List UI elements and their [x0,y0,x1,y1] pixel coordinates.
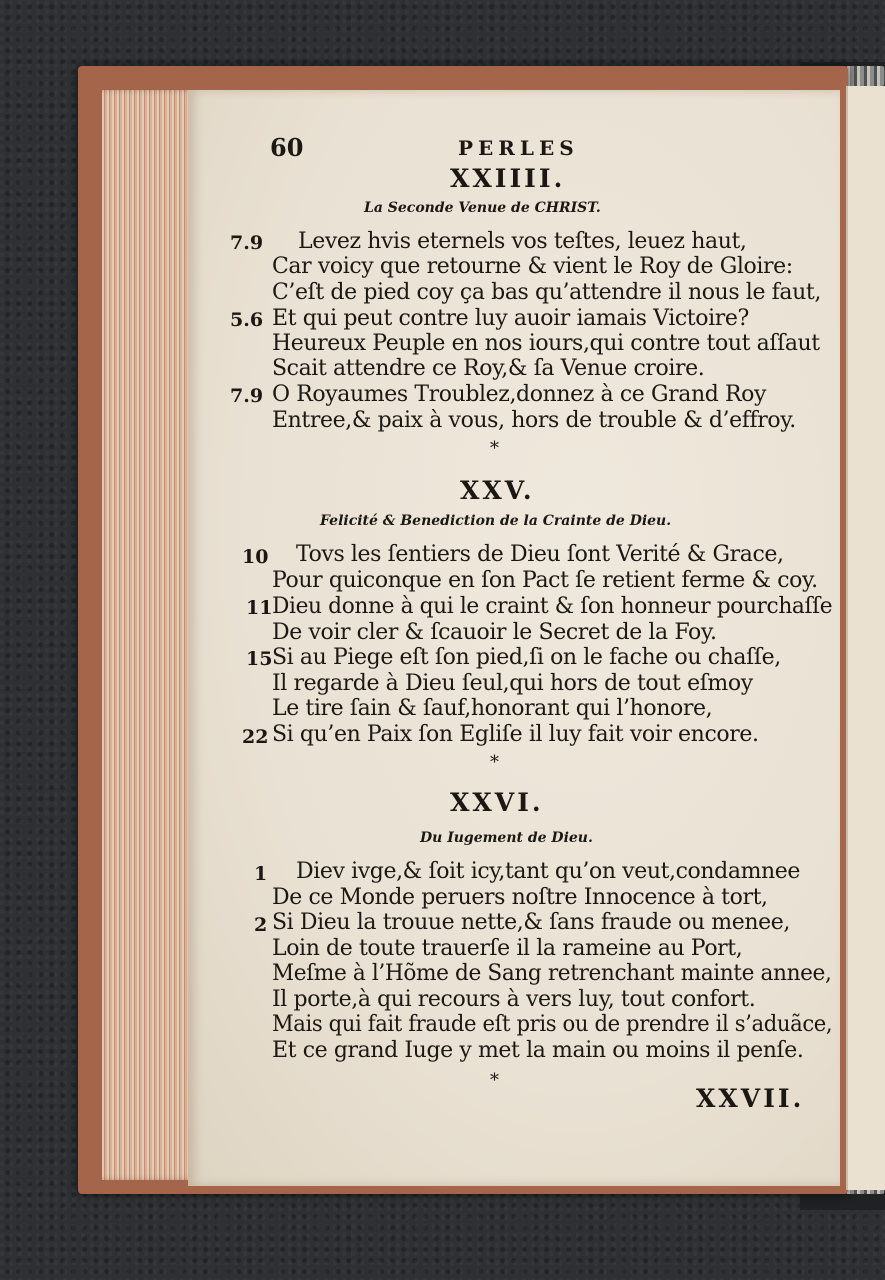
verse-number: 7.9 [230,385,264,407]
verse-line: De ce Monde peruers noſtre Innocence à tort, [272,885,768,910]
verse-number: 5.6 [230,309,264,331]
verse-line: Il regarde à Dieu ſeul,qui hors de tout eſmoy [272,671,753,696]
verse-number: 15 [246,648,273,670]
verse-line: Si Dieu la trouue nette,& ſans fraude ou menee, [272,910,790,935]
verse-line: Pour quiconque en ſon Pact ſe retient ferme & coy. [272,568,818,593]
section-separator: * [490,438,499,459]
verse-line: Et qui peut contre luy auoir iamais Victoire? [272,306,749,331]
verse-number: 22 [242,726,269,748]
verse-line: Entree,& paix à vous, hors de trouble & d’effroy. [272,408,796,433]
section-subtitle: Felicité & Benediction de la Crainte de Dieu. [320,513,672,529]
verse-line: Diev ivge,& ſoit icy,tant qu’on veut,condamnee [296,859,801,884]
verse-line: Mais qui fait fraude eſt pris ou de prendre il s’aduãce, [272,1012,833,1037]
verse-line: Tovs les ſentiers de Dieu ſont Verité & Grace, [296,542,784,567]
verse-line: De voir cler & ſcauoir le Secret de la Foy. [272,620,717,645]
verse-line: Dieu donne à qui le craint & ſon honneur pourchaſſe [272,594,833,619]
verse-number: 10 [242,546,269,568]
verse-line: Car voicy que retourne & vient le Roy de Gloire: [272,254,793,279]
verse-line: Si au Piege eſt ſon pied,ſi on le fache ou chaſſe, [272,645,781,670]
page-number: 60 [270,133,304,162]
book-page [188,90,840,1186]
section-subtitle: La Seconde Venue de CHRIST. [364,200,601,216]
page-edges [102,90,194,1180]
verse-line: Et ce grand Iuge y met la main ou moins il penſe. [272,1038,804,1063]
verse-line: Scait attendre ce Roy,& ſa Venue croire. [272,356,705,381]
verse-line: Meſme à l’Hõme de Sang retrenchant mainte annee, [272,961,832,986]
verse-line: Il porte,à qui recours à vers luy, tout confort. [272,987,756,1012]
running-title: PERLES [458,136,579,160]
section-heading: XXIIII. [450,164,566,193]
section-subtitle: Du Iugement de Dieu. [420,830,593,846]
verse-line: Si qu’en Paix ſon Egliſe il luy fait voir encore. [272,722,759,747]
facing-page-edge [846,86,885,1190]
verse-line: Levez hvis eternels vos teſtes, leuez haut, [298,229,747,254]
verse-line: Heureux Peuple en nos iours,qui contre tout aſſaut [272,331,820,356]
section-separator: * [490,752,499,773]
verse-line: Le tire ſain & ſauf,honorant qui l’honore, [272,696,713,721]
section-separator: * [490,1070,499,1091]
section-heading: XXV. [460,476,535,505]
verse-line: Loin de toute trauerſe il la rameine au Port, [272,936,743,961]
verse-number: 11 [246,597,273,619]
verse-line: C’eſt de pied coy ça bas qu’attendre il nous le faut, [272,280,821,305]
verse-number: 1 [254,863,268,885]
verse-number: 2 [254,914,268,936]
catchword: XXVII. [696,1084,805,1113]
verse-number: 7.9 [230,232,264,254]
section-heading: XXVI. [450,788,544,817]
verse-line: O Royaumes Troublez,donnez à ce Grand Roy [272,382,767,407]
